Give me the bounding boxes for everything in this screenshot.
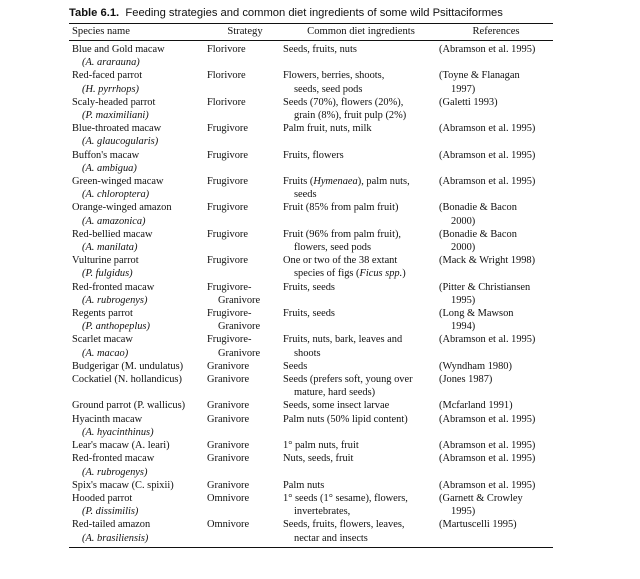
reference-cell xyxy=(439,413,553,439)
scientific-name: (P. maximiliani) xyxy=(82,110,149,122)
diet-cell xyxy=(283,333,439,359)
diet-cell-line: seeds xyxy=(294,189,317,201)
diet-cell-line: flowers, seed pods xyxy=(294,242,372,254)
strategy-cell xyxy=(207,43,283,69)
reference-cell-line: (Toyne & Flanagan xyxy=(439,70,520,82)
table-row xyxy=(69,439,553,452)
reference-cell-line: (Long & Mawson xyxy=(439,308,514,320)
strategy-cell-line: Granivore xyxy=(207,400,250,412)
reference-cell-line: (Abramson et al. 1995) xyxy=(439,334,536,346)
diet-cell-line: Fruit (96% from palm fruit), xyxy=(283,228,402,240)
table-row xyxy=(69,122,553,148)
reference-cell-line: (Abramson et al. 1995) xyxy=(439,440,536,452)
species-cell xyxy=(69,149,207,175)
reference-cell-line: (Abramson et al. 1995) xyxy=(439,44,536,55)
reference-cell xyxy=(439,254,553,280)
reference-cell xyxy=(439,333,553,359)
table-row xyxy=(69,175,553,201)
table-header-row xyxy=(69,24,553,40)
reference-cell xyxy=(439,360,553,373)
strategy-cell-line: Frugivore xyxy=(207,202,248,214)
strategy-cell-line: Frugivore xyxy=(207,228,248,240)
species-cell xyxy=(69,254,207,280)
strategy-cell-line: Granivore xyxy=(218,321,261,333)
species-name: Ground parrot (P. wallicus) xyxy=(72,400,186,412)
strategy-cell-line: Florivore xyxy=(207,44,246,55)
reference-cell-line: (Garnett & Crowley xyxy=(439,492,523,504)
diet-cell-line: 1° palm nuts, fruit xyxy=(283,440,359,452)
scientific-name: (A. amazonica) xyxy=(82,215,146,227)
species-cell xyxy=(69,228,207,254)
species-cell xyxy=(69,518,207,544)
table-row xyxy=(69,360,553,373)
species-cell xyxy=(69,479,207,492)
reference-cell-line: (Wyndham 1980) xyxy=(439,360,512,372)
reference-cell-line: 1995) xyxy=(451,294,476,306)
table-row xyxy=(69,492,553,518)
strategy-cell xyxy=(207,413,283,439)
diet-cell xyxy=(283,149,439,175)
species-name: Vulturine parrot xyxy=(72,255,139,267)
species-name: Hyacinth macaw xyxy=(72,413,143,425)
diet-cell-line: Palm nuts xyxy=(283,479,325,491)
strategy-cell xyxy=(207,175,283,201)
reference-cell xyxy=(439,399,553,412)
diet-cell-line: Fruits, seeds xyxy=(283,281,335,293)
reference-cell xyxy=(439,149,553,175)
species-name: Cockatiel (N. hollandicus) xyxy=(72,374,182,386)
species-name: Budgerigar (M. undulatus) xyxy=(72,360,184,372)
reference-cell-line: 2000) xyxy=(451,242,476,254)
reference-cell xyxy=(439,439,553,452)
scientific-name: (A. ambigua) xyxy=(82,162,137,174)
scientific-name: (P. anthopeplus) xyxy=(82,321,150,333)
reference-cell-line: (Abramson et al. 1995) xyxy=(439,479,536,491)
species-cell xyxy=(69,281,207,307)
strategy-cell xyxy=(207,399,283,412)
table-row xyxy=(69,43,553,69)
strategy-cell-line: Granivore xyxy=(207,413,250,425)
species-name: Blue and Gold macaw xyxy=(72,44,165,55)
reference-cell-line: (Mack & Wright 1998) xyxy=(439,255,536,267)
strategy-cell xyxy=(207,373,283,399)
bottom-rule xyxy=(69,547,553,548)
reference-cell-line: (Abramson et al. 1995) xyxy=(439,413,536,425)
strategy-cell-line: Omnivore xyxy=(207,519,250,531)
species-name: Blue-throated macaw xyxy=(72,123,162,135)
header-strategy: Strategy xyxy=(227,26,263,37)
diet-cell-line: Palm nuts (50% lipid content) xyxy=(283,413,408,425)
table-row xyxy=(69,96,553,122)
species-cell xyxy=(69,399,207,412)
header-references: References xyxy=(472,26,520,37)
reference-cell xyxy=(439,281,553,307)
species-name: Red-bellied macaw xyxy=(72,228,153,240)
species-cell xyxy=(69,492,207,518)
diet-cell xyxy=(283,399,439,412)
strategy-cell-line: Frugivore xyxy=(207,176,248,188)
reference-cell-line: (Jones 1987) xyxy=(439,374,493,386)
diet-cell-line: Fruits, nuts, bark, leaves and xyxy=(283,334,403,346)
diet-cell-line: Fruits, flowers xyxy=(283,149,344,161)
strategy-cell xyxy=(207,439,283,452)
reference-cell xyxy=(439,452,553,478)
scientific-name: (A. glaucogularis) xyxy=(82,136,159,148)
diet-cell xyxy=(283,307,439,333)
reference-cell xyxy=(439,518,553,544)
species-cell xyxy=(69,175,207,201)
diet-cell xyxy=(283,360,439,373)
reference-cell-line: (Pitter & Christiansen xyxy=(439,281,531,293)
strategy-cell xyxy=(207,96,283,122)
species-cell xyxy=(69,43,207,69)
scientific-name: (A. rubrogenys) xyxy=(82,466,148,478)
diet-cell-line: Fruit (85% from palm fruit) xyxy=(283,202,399,214)
diet-cell-line: species of figs (Ficus spp.) xyxy=(294,268,406,280)
scientific-name: (H. pyrrhops) xyxy=(82,83,139,95)
strategy-cell-line: Frugivore xyxy=(207,123,248,135)
strategy-cell xyxy=(207,201,283,227)
diet-cell-line: Flowers, berries, shoots, xyxy=(283,70,385,82)
diet-cell-line: 1° seeds (1° sesame), flowers, xyxy=(283,492,408,504)
species-cell xyxy=(69,439,207,452)
diet-cell xyxy=(283,69,439,95)
strategy-cell-line: Frugivore xyxy=(207,255,248,267)
reference-cell-line: (Galetti 1993) xyxy=(439,96,498,108)
table-row xyxy=(69,452,553,478)
strategy-cell-line: Florivore xyxy=(207,96,246,108)
species-name: Red-fronted macaw xyxy=(72,453,155,465)
strategy-cell xyxy=(207,452,283,478)
species-cell xyxy=(69,333,207,359)
diet-cell-line: seeds, seed pods xyxy=(294,83,363,95)
table-row xyxy=(69,518,553,544)
diet-cell-line: Seeds (prefers soft, young over xyxy=(283,374,413,386)
strategy-cell-line: Granivore xyxy=(218,294,261,306)
table-row xyxy=(69,399,553,412)
species-cell xyxy=(69,96,207,122)
species-name: Spix's macaw (C. spixii) xyxy=(72,479,174,491)
diet-cell-line: mature, hard seeds) xyxy=(294,387,376,399)
species-name: Green-winged macaw xyxy=(72,176,164,188)
diet-cell xyxy=(283,373,439,399)
diet-cell-line: Palm fruit, nuts, milk xyxy=(283,123,372,135)
strategy-cell-line: Florivore xyxy=(207,70,246,82)
diet-cell-line: Nuts, seeds, fruit xyxy=(283,453,354,465)
table-row xyxy=(69,228,553,254)
strategy-cell-line: Omnivore xyxy=(207,492,250,504)
reference-cell-line: (Bonadie & Bacon xyxy=(439,202,517,214)
species-name: Scarlet macaw xyxy=(72,334,133,346)
reference-cell xyxy=(439,373,553,399)
reference-cell-line: (Abramson et al. 1995) xyxy=(439,453,536,465)
table-title: Feeding strategies and common diet ingredients of some wild Psittaciformes xyxy=(125,7,503,19)
diet-cell-line: grain (8%), fruit pulp (2%) xyxy=(294,110,407,122)
species-name: Orange-winged amazon xyxy=(72,202,172,214)
reference-cell xyxy=(439,122,553,148)
diet-cell-line: Seeds (70%), flowers (20%), xyxy=(283,96,404,108)
strategy-cell-line: Frugivore- xyxy=(207,308,252,320)
table-row xyxy=(69,307,553,333)
species-name: Red-tailed amazon xyxy=(72,519,151,531)
scientific-name: (A. hyacinthinus) xyxy=(82,426,154,438)
diet-cell-line: Fruits, seeds xyxy=(283,308,335,320)
strategy-cell xyxy=(207,360,283,373)
scientific-name: (A. rubrogenys) xyxy=(82,294,148,306)
table-row xyxy=(69,69,553,95)
strategy-cell-line: Granivore xyxy=(207,453,250,465)
species-name: Red-fronted macaw xyxy=(72,281,155,293)
diet-cell xyxy=(283,492,439,518)
reference-cell xyxy=(439,69,553,95)
species-name: Buffon's macaw xyxy=(72,149,140,161)
species-name: Hooded parrot xyxy=(72,492,133,504)
header-diet: Common diet ingredients xyxy=(307,26,415,37)
table-number: Table 6.1. xyxy=(69,7,120,19)
reference-cell-line: 1995) xyxy=(451,506,476,518)
table-caption xyxy=(69,7,553,23)
strategy-cell-line: Frugivore xyxy=(207,149,248,161)
strategy-cell xyxy=(207,281,283,307)
diet-cell xyxy=(283,43,439,69)
reference-cell xyxy=(439,43,553,69)
scientific-name: (A. macao) xyxy=(82,347,129,359)
reference-cell-line: (Abramson et al. 1995) xyxy=(439,149,536,161)
scientific-name: (A. brasiliensis) xyxy=(82,532,149,544)
strategy-cell-line: Frugivore- xyxy=(207,334,252,346)
table-row xyxy=(69,149,553,175)
reference-cell xyxy=(439,307,553,333)
scientific-name: (P. fulgidus) xyxy=(82,268,133,280)
diet-cell-line: shoots xyxy=(294,347,321,359)
reference-cell-line: (Mcfarland 1991) xyxy=(439,400,513,412)
reference-cell xyxy=(439,492,553,518)
reference-cell xyxy=(439,228,553,254)
reference-cell xyxy=(439,479,553,492)
table-row xyxy=(69,479,553,492)
species-cell xyxy=(69,452,207,478)
diet-cell xyxy=(283,122,439,148)
diet-cell xyxy=(283,452,439,478)
species-cell xyxy=(69,69,207,95)
diet-cell xyxy=(283,96,439,122)
species-cell xyxy=(69,122,207,148)
scientific-name: (P. dissimilis) xyxy=(82,506,139,518)
diet-cell-line: Seeds, some insect larvae xyxy=(283,400,390,412)
species-cell xyxy=(69,413,207,439)
strategy-cell-line: Frugivore- xyxy=(207,281,252,293)
reference-cell xyxy=(439,96,553,122)
reference-cell-line: 2000) xyxy=(451,215,476,227)
reference-cell-line: 1994) xyxy=(451,321,476,333)
table-row xyxy=(69,254,553,280)
diet-cell-line: Seeds, fruits, nuts xyxy=(283,44,357,55)
table-row xyxy=(69,373,553,399)
species-cell xyxy=(69,201,207,227)
table-row xyxy=(69,333,553,359)
diet-cell-line: Seeds xyxy=(283,360,308,372)
reference-cell xyxy=(439,201,553,227)
species-name: Scaly-headed parrot xyxy=(72,96,156,108)
diet-cell xyxy=(283,479,439,492)
species-cell xyxy=(69,373,207,399)
species-name: Lear's macaw (A. leari) xyxy=(72,440,170,452)
strategy-cell xyxy=(207,254,283,280)
table-body xyxy=(69,41,553,545)
scientific-name: (A. ararauna) xyxy=(82,57,140,69)
strategy-cell xyxy=(207,307,283,333)
strategy-cell xyxy=(207,518,283,544)
diet-cell xyxy=(283,228,439,254)
table-row xyxy=(69,281,553,307)
species-cell xyxy=(69,307,207,333)
strategy-cell xyxy=(207,492,283,518)
species-name: Regents parrot xyxy=(72,308,133,320)
diet-cell xyxy=(283,518,439,544)
diet-cell-line: invertebrates, xyxy=(294,506,351,518)
table-row xyxy=(69,201,553,227)
diet-cell-line: One or two of the 38 extant xyxy=(283,255,398,267)
strategy-cell xyxy=(207,479,283,492)
strategy-cell xyxy=(207,122,283,148)
reference-cell-line: 1997) xyxy=(451,83,476,95)
strategy-cell-line: Granivore xyxy=(207,479,250,491)
scientific-name: (A. chloroptera) xyxy=(82,189,150,201)
species-cell xyxy=(69,360,207,373)
diet-cell xyxy=(283,439,439,452)
diet-cell-line: nectar and insects xyxy=(294,532,368,544)
strategy-cell xyxy=(207,333,283,359)
diet-cell xyxy=(283,201,439,227)
diet-cell xyxy=(283,281,439,307)
diet-table xyxy=(69,7,553,548)
diet-cell xyxy=(283,254,439,280)
table-row xyxy=(69,413,553,439)
diet-cell xyxy=(283,175,439,201)
header-species: Species name xyxy=(72,26,130,37)
reference-cell xyxy=(439,175,553,201)
diet-cell-line: Fruits (Hymenaea), palm nuts, xyxy=(283,176,410,188)
diet-cell-line: Seeds, fruits, flowers, leaves, xyxy=(283,519,405,531)
reference-cell-line: (Abramson et al. 1995) xyxy=(439,176,536,188)
strategy-cell-line: Granivore xyxy=(207,360,250,372)
reference-cell-line: (Abramson et al. 1995) xyxy=(439,123,536,135)
scientific-name: (A. manilata) xyxy=(82,242,138,254)
diet-cell xyxy=(283,413,439,439)
strategy-cell-line: Granivore xyxy=(207,440,250,452)
strategy-cell-line: Granivore xyxy=(207,374,250,386)
reference-cell-line: (Bonadie & Bacon xyxy=(439,228,517,240)
species-name: Red-faced parrot xyxy=(72,70,143,82)
strategy-cell-line: Granivore xyxy=(218,347,261,359)
strategy-cell xyxy=(207,228,283,254)
strategy-cell xyxy=(207,149,283,175)
strategy-cell xyxy=(207,69,283,95)
reference-cell-line: (Martuscelli 1995) xyxy=(439,519,517,531)
